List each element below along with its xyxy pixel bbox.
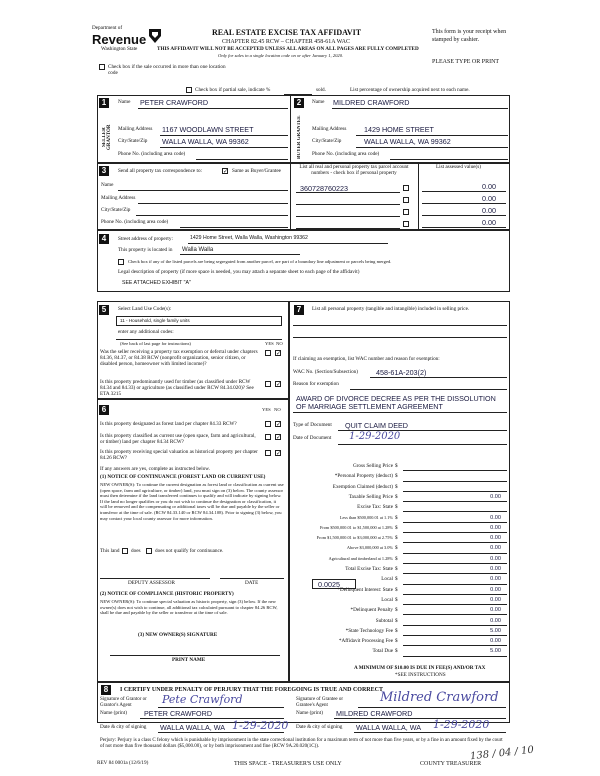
calc-row bbox=[293, 493, 507, 503]
calc-row-value[interactable]: 0.00 bbox=[490, 493, 501, 500]
calc-row bbox=[293, 472, 507, 482]
send-label: Send all property tax correspondence to: bbox=[118, 168, 202, 174]
multi-location-checkbox[interactable] bbox=[99, 64, 105, 70]
calc-row-value[interactable]: 0.00 bbox=[490, 586, 501, 593]
logo-main: Revenue bbox=[92, 32, 147, 47]
s3-address-label: Mailing Address bbox=[101, 195, 136, 201]
calc-row-label: Above $3,000,000 at 3.0% bbox=[346, 545, 393, 551]
doc-date[interactable]: 1-29-2020 bbox=[349, 431, 401, 442]
certify-statement: I CERTIFY UNDER PENALTY OF PERJURY THAT THE FOREGOING IS TRUE AND CORRECT bbox=[120, 687, 383, 693]
treasurer-stamp: 138 / 04 / 10 bbox=[469, 744, 535, 763]
calc-row-dollar: $ bbox=[395, 473, 398, 480]
revenue-logo bbox=[92, 24, 172, 58]
notice1-title: (1) NOTICE OF CONTINUANCE (FOREST LAND OR CURRENT USE) bbox=[100, 474, 266, 480]
land-use-select[interactable] bbox=[116, 316, 282, 326]
calc-row-label: *Delinquent Penalty bbox=[350, 607, 393, 614]
grantee-print-name[interactable]: MILDRED CRAWFORD bbox=[336, 709, 413, 718]
seller-phone-label: Phone No. (including area code) bbox=[118, 151, 186, 157]
calc-row-label: Taxable Selling Price bbox=[348, 493, 393, 500]
calc-row bbox=[293, 637, 507, 647]
calc-row-dollar: $ bbox=[395, 638, 398, 645]
calc-row-dollar: $ bbox=[395, 535, 398, 542]
calc-row-dollar: $ bbox=[395, 463, 398, 469]
local-rate[interactable]: 0.0025 bbox=[318, 580, 340, 589]
tax-calculation-table bbox=[293, 462, 507, 672]
calc-row-value[interactable]: 0.00 bbox=[490, 566, 501, 572]
s6-yes: YES bbox=[262, 407, 271, 412]
grantee-city[interactable]: WALLA WALLA, WA bbox=[356, 723, 422, 732]
calc-row-dollar: $ bbox=[395, 483, 398, 490]
section-4-number: 4 bbox=[99, 234, 109, 244]
section-2-number: 2 bbox=[294, 98, 304, 108]
calc-row bbox=[293, 534, 507, 544]
calc-row-label: Less than $500,000.01 at 1.1% bbox=[339, 514, 393, 520]
calc-row-value[interactable]: 0.00 bbox=[490, 535, 501, 542]
section-7-number: 7 bbox=[294, 305, 304, 315]
buyer-name[interactable]: MILDRED CRAWFORD bbox=[333, 98, 410, 107]
calc-row-label: From $1,500,000.01 to $3,000,000 at 2.75% bbox=[316, 535, 393, 541]
calc-row-label: Excise Tax: State bbox=[357, 504, 393, 511]
calc-row bbox=[293, 565, 507, 575]
calc-row bbox=[293, 514, 507, 524]
does-checkbox[interactable] bbox=[122, 548, 128, 554]
s5-q2-no[interactable]: ✓ bbox=[276, 381, 282, 388]
does-label: does bbox=[131, 548, 141, 554]
s5-q1-yes[interactable] bbox=[265, 350, 271, 356]
calc-row-label: *Personal Property (deduct) bbox=[334, 473, 393, 480]
exemption-label: If claiming an exemption, list WAC number and reason for exemption: bbox=[293, 356, 440, 362]
s3-name-label: Name bbox=[101, 182, 114, 188]
calc-row-dollar: $ bbox=[395, 627, 398, 634]
deputy-assessor: DEPUTY ASSESSOR bbox=[128, 580, 175, 586]
logo-mark-icon bbox=[146, 26, 164, 46]
form-chapters: CHAPTER 82.45 RCW – CHAPTER 458-61A WAC bbox=[222, 39, 350, 45]
section-1-number: 1 bbox=[99, 98, 109, 108]
multi-location-label: Check box if the sale occurred in more than one location code bbox=[108, 64, 226, 76]
s5-q2-yes[interactable] bbox=[265, 381, 271, 387]
s5-q1: Was the seller receiving a property tax exemption or deferral under chapters 84.36, 84.37, or 84.38 RCW (nonprofit organization, senior citizen, or disabled person, homeowner with limited income)? bbox=[100, 349, 258, 367]
grantee-date[interactable]: 1-29-2020 bbox=[433, 718, 490, 731]
doc-type-label: Type of Document bbox=[293, 422, 332, 428]
calc-row-value[interactable]: 0.00 bbox=[490, 524, 501, 531]
ownership-note: List percentage of ownership acquired next to each name. bbox=[350, 87, 470, 93]
s6-q2-no[interactable]: ✓ bbox=[276, 434, 282, 441]
calc-row-dollar: $ bbox=[395, 545, 398, 552]
legal-description[interactable]: SEE ATTACHED EXHIBIT "A" bbox=[122, 280, 191, 286]
s5-q2: Is this property predominantly used for timber (as classified under RCW 84.34 and 84.33) or agriculture (as classified under RCW 84.34.020)? See ETA 3215 bbox=[100, 379, 254, 397]
seller-city-label: City/State/Zip bbox=[118, 138, 148, 144]
land-use-label: Select Land Use Code(s): bbox=[118, 306, 172, 312]
calc-row-value[interactable]: 5.00 bbox=[490, 648, 501, 655]
calc-row-dollar: $ bbox=[395, 514, 398, 521]
s6-q2-yes[interactable] bbox=[265, 434, 271, 440]
buyer-side-label: BUYER GRANTEE bbox=[297, 115, 302, 159]
calc-row-label: Local bbox=[381, 576, 393, 583]
calc-row bbox=[293, 555, 507, 565]
street-label: Street address of property: bbox=[118, 236, 173, 242]
name-print-label-left: Name (print) bbox=[100, 710, 127, 716]
does-not-checkbox[interactable] bbox=[146, 548, 152, 554]
notice1-body: NEW OWNER(S): To continue the current designation as forest land or classification as current use (open space, farm and agriculture, or timber) land, you must sign on (3) below. The county assessor must then determine if the land transferred continues to qualify and will indicate by signing below. If the land no longer qualifies or you do not wish to continue the designation or classification, it will be removed and the compensating or additional taxes will be due and payable by the seller or transferor at the time of sale. (RCW 84.33.140 or RCW 84.34.108). Prior to signing (3) below, you may contact your local county assessor for more information. bbox=[100, 482, 284, 521]
calc-row-label: Total Excise Tax: State bbox=[345, 566, 393, 572]
calc-row bbox=[293, 503, 507, 513]
calc-row-label: *Delinquent Interest: State bbox=[337, 586, 393, 593]
calc-row-value[interactable]: 0.00 bbox=[490, 638, 501, 645]
name-print-label-right: Name (print) bbox=[296, 710, 323, 716]
calc-row-label: Exemption Claimed (deduct) bbox=[332, 483, 393, 490]
segregated-checkbox[interactable] bbox=[118, 259, 124, 265]
calc-row-label: From $500,000.01 to $1,500,000 at 1.28% bbox=[319, 524, 393, 530]
legal-label: Legal description of property (if more space is needed, you may attach a separate sheet to each page of the affidavit) bbox=[118, 269, 360, 275]
does-not-label: does not qualify for continuance. bbox=[155, 548, 224, 554]
back-note: (See back of last page for instructions) bbox=[120, 341, 191, 346]
seller-name-label: Name bbox=[118, 99, 131, 105]
calc-row-label: Local bbox=[381, 596, 393, 603]
assessed-header: List assessed value(s) bbox=[436, 164, 481, 170]
calc-row-dollar: $ bbox=[395, 566, 398, 572]
partial-sale-label: Check box if partial sale, indicate % bbox=[195, 87, 271, 93]
calc-row-dollar: $ bbox=[395, 607, 398, 614]
segregated-label: Check box if any of the listed parcels are being segregated from another parcel, are part of a boundary line adjustment or parcels being merged. bbox=[128, 259, 392, 264]
deputy-date: DATE bbox=[245, 580, 259, 586]
perjury-notice bbox=[100, 738, 505, 750]
same-as-buyer-label: Same as Buyer/Grantee bbox=[232, 168, 281, 174]
form-revision: REV 84 0001a (12/6/19) bbox=[97, 760, 149, 766]
notice2-title: (2) NOTICE OF COMPLIANCE (HISTORIC PROPERTY) bbox=[100, 591, 234, 597]
calc-row bbox=[293, 606, 507, 616]
calc-row-value[interactable]: 0.00 bbox=[490, 514, 501, 521]
calc-row bbox=[293, 462, 507, 472]
calc-row-label: *State Technology Fee bbox=[345, 627, 393, 634]
wac-label: WAC No. (Section/Subsection) bbox=[293, 369, 358, 375]
calc-row-value[interactable]: 0.00 bbox=[490, 617, 501, 624]
partial-sale-checkbox[interactable] bbox=[186, 87, 192, 93]
new-owner-signature-label: (3) NEW OWNER(S) SIGNATURE bbox=[138, 632, 218, 638]
sig-label-right: Signature of Grantee or Grantee's Agent bbox=[296, 697, 344, 708]
calc-row-value[interactable]: 0.00 bbox=[490, 555, 501, 562]
doc-date-label: Date of Document bbox=[293, 435, 332, 441]
s6-q1-yes[interactable] bbox=[265, 421, 271, 427]
buyer-city-label: City/State/Zip bbox=[312, 138, 342, 144]
doc-type[interactable]: QUIT CLAIM DEED bbox=[345, 421, 408, 430]
minimum-note: A MINIMUM OF $10.00 IS DUE IN FEE(S) AND/OR TAX bbox=[354, 665, 486, 671]
s3-phone-label: Phone No. (including area code) bbox=[101, 219, 169, 225]
calc-row-value[interactable]: 0.00 bbox=[490, 607, 501, 614]
same-as-buyer-checkbox[interactable]: ✓ bbox=[223, 168, 229, 175]
grantee-signature[interactable]: Mildred Crawford bbox=[380, 690, 499, 705]
s5-no: NO bbox=[276, 341, 283, 346]
calc-row-dollar: $ bbox=[395, 617, 398, 624]
answers-yes-note: If any answers are yes, complete as instructed below. bbox=[100, 466, 211, 472]
parcel-2-checkbox[interactable] bbox=[403, 197, 409, 203]
sold-label: sold. bbox=[316, 87, 326, 93]
county-treasurer: COUNTY TREASURER bbox=[420, 761, 482, 767]
only-for-note: Only for sales in a single location code on or after January 1, 2020. bbox=[218, 53, 344, 58]
parcel-1[interactable]: 360728760223 bbox=[300, 184, 348, 193]
grantor-signature[interactable]: Pete Crawford bbox=[162, 693, 243, 706]
receipt-note: This form is your receipt when stamped by cashier. bbox=[432, 29, 507, 43]
seller-address[interactable]: 1167 WOODLAWN STREET bbox=[162, 125, 254, 134]
form-title: REAL ESTATE EXCISE TAX AFFIDAVIT bbox=[212, 28, 362, 37]
s3-city-label: City/State/Zip bbox=[101, 207, 131, 213]
seller-address-label: Mailing Address bbox=[118, 126, 153, 132]
value-3[interactable]: 0.00 bbox=[482, 206, 496, 215]
calc-row-dollar: $ bbox=[395, 555, 398, 562]
buyer-address-label: Mailing Address bbox=[312, 126, 347, 132]
section-8-number: 8 bbox=[101, 685, 111, 695]
perjury-text: Perjury: Perjury is a class C felony which is punishable by imprisonment in the state correctional institution for a maximum term of not more than five years, or by a fine in an amount fixed by the court of not more than five thousand dollars ($5,000.00), or by both imprisonment and fine (RCW 9A.20.020(1C)). bbox=[100, 738, 503, 749]
s6-q1: Is this property designated as forest land per chapter 84.33 RCW? bbox=[100, 421, 237, 427]
buyer-city[interactable]: WALLA WALLA, WA 99362 bbox=[364, 137, 451, 146]
parcel-4-checkbox[interactable] bbox=[403, 221, 409, 227]
value-1[interactable]: 0.00 bbox=[482, 182, 496, 191]
type-print: PLEASE TYPE OR PRINT bbox=[432, 59, 500, 65]
date-city-label-left: Date & city of signing bbox=[100, 724, 147, 730]
calc-row-dollar: $ bbox=[395, 576, 398, 583]
calc-row-value[interactable]: 0.00 bbox=[490, 596, 501, 603]
calc-row-dollar: $ bbox=[395, 648, 398, 655]
value-4[interactable]: 0.00 bbox=[482, 218, 496, 227]
this-land-label: This land bbox=[100, 548, 120, 554]
calc-row-dollar: $ bbox=[395, 586, 398, 593]
section-6-number: 6 bbox=[99, 405, 109, 415]
calc-row bbox=[293, 483, 507, 493]
s5-q1-no[interactable]: ✓ bbox=[276, 350, 282, 357]
calc-row-dollar: $ bbox=[395, 524, 398, 531]
see-instructions: *SEE INSTRUCTIONS bbox=[395, 672, 446, 678]
parcel-1-checkbox[interactable] bbox=[403, 185, 409, 191]
sig-label-left: Signature of Grantor or Grantor's Agent bbox=[100, 697, 147, 708]
calc-row-value[interactable]: 0.00 bbox=[490, 545, 501, 552]
seller-side-label: SELLER GRANTOR bbox=[102, 124, 112, 150]
land-use-value: 11 - Household, single family units bbox=[120, 318, 190, 323]
logo-top: Department of bbox=[92, 25, 123, 31]
s6-q2: Is this property classified as current use (open space, farm and agricultural, or timber) land per chapter 84.34 RCW? bbox=[100, 433, 256, 445]
s6-q3: Is this property receiving special valuation as historical property per chapter 84.26 RCW? bbox=[100, 449, 258, 461]
grantor-print-name[interactable]: PETER CRAWFORD bbox=[144, 709, 213, 718]
calc-row-label: *Affidavit Processing Fee bbox=[338, 638, 393, 645]
s5-yes: YES bbox=[265, 341, 274, 346]
date-city-label-right: Date & city of signing bbox=[296, 724, 343, 730]
parcel-3-checkbox[interactable] bbox=[403, 209, 409, 215]
wac-number[interactable]: 458-61A-203(2) bbox=[376, 368, 427, 377]
additional-codes-label: enter any additional codes: bbox=[118, 329, 174, 335]
calc-row-label: Total Due bbox=[372, 648, 393, 655]
calc-row bbox=[293, 596, 507, 606]
grantor-city[interactable]: WALLA WALLA, WA bbox=[160, 723, 226, 732]
logo-sub: Washington State bbox=[101, 46, 138, 52]
s6-q3-yes[interactable] bbox=[265, 450, 271, 456]
s6-no: NO bbox=[274, 407, 281, 412]
calc-row bbox=[293, 627, 507, 637]
s6-q3-no[interactable]: ✓ bbox=[276, 450, 282, 457]
calc-row-label: Agricultural and timberland at 1.28% bbox=[328, 555, 393, 561]
notice2-body: NEW OWNER(S): To continue special valuation as historic property, sign (3) below. If the new owner(s) does not wish to continue, all additional tax calculated pursuant to chapter 84.26 RCW, shall be due and payable by the seller or transferor at the time of sale. bbox=[100, 599, 278, 616]
print-name-label: PRINT NAME bbox=[172, 657, 206, 663]
grantor-date[interactable]: 1-29-2020 bbox=[232, 719, 289, 732]
calc-row-dollar: $ bbox=[395, 493, 398, 500]
calc-row-dollar: $ bbox=[395, 596, 398, 603]
calc-row bbox=[293, 544, 507, 554]
section-3-number: 3 bbox=[99, 166, 109, 176]
calc-row-dollar: $ bbox=[395, 504, 398, 511]
seller-name[interactable]: PETER CRAWFORD bbox=[140, 98, 209, 107]
not-accepted-note: THIS AFFIDAVIT WILL NOT BE ACCEPTED UNLESS ALL AREAS ON ALL PAGES ARE FULLY COMPLETED bbox=[157, 46, 419, 52]
reason-label: Reason for exemption bbox=[293, 381, 339, 387]
located-label: This property is located in bbox=[118, 247, 173, 253]
calc-row-value[interactable]: 0.00 bbox=[490, 576, 501, 583]
parcel-list-header: List all real and personal property tax parcel account numbers - check box if personal property bbox=[299, 164, 409, 176]
buyer-name-label: Name bbox=[312, 99, 325, 105]
street-address[interactable]: 1429 Home Street, Walla Walla, Washington 99362 bbox=[190, 235, 308, 241]
personal-property-label: List all personal property (tangible and intangible) included in selling price. bbox=[312, 306, 470, 312]
calc-row-label: Gross Selling Price bbox=[352, 463, 393, 469]
calc-row bbox=[293, 617, 507, 627]
calc-row-label: Subtotal bbox=[375, 617, 393, 624]
calc-row-value[interactable]: 5.00 bbox=[490, 627, 501, 634]
exemption-reason[interactable]: AWARD OF DIVORCE DECREE AS PER THE DISSOLUTION OF MARRIAGE SETTLEMENT AGREEMENT bbox=[296, 394, 496, 411]
calc-row bbox=[293, 647, 507, 657]
treasurer-only: THIS SPACE - TREASURER'S USE ONLY bbox=[234, 761, 342, 767]
located-county[interactable]: Walla Walla bbox=[182, 247, 214, 253]
section-5-number: 5 bbox=[99, 305, 109, 315]
s6-q1-no[interactable]: ✓ bbox=[276, 421, 282, 428]
seller-city[interactable]: WALLA WALLA, WA 99362 bbox=[162, 137, 249, 146]
value-2[interactable]: 0.00 bbox=[482, 194, 496, 203]
buyer-phone-label: Phone No. (including area code) bbox=[312, 151, 380, 157]
calc-row bbox=[293, 524, 507, 534]
buyer-address[interactable]: 1429 HOME STREET bbox=[364, 125, 434, 134]
